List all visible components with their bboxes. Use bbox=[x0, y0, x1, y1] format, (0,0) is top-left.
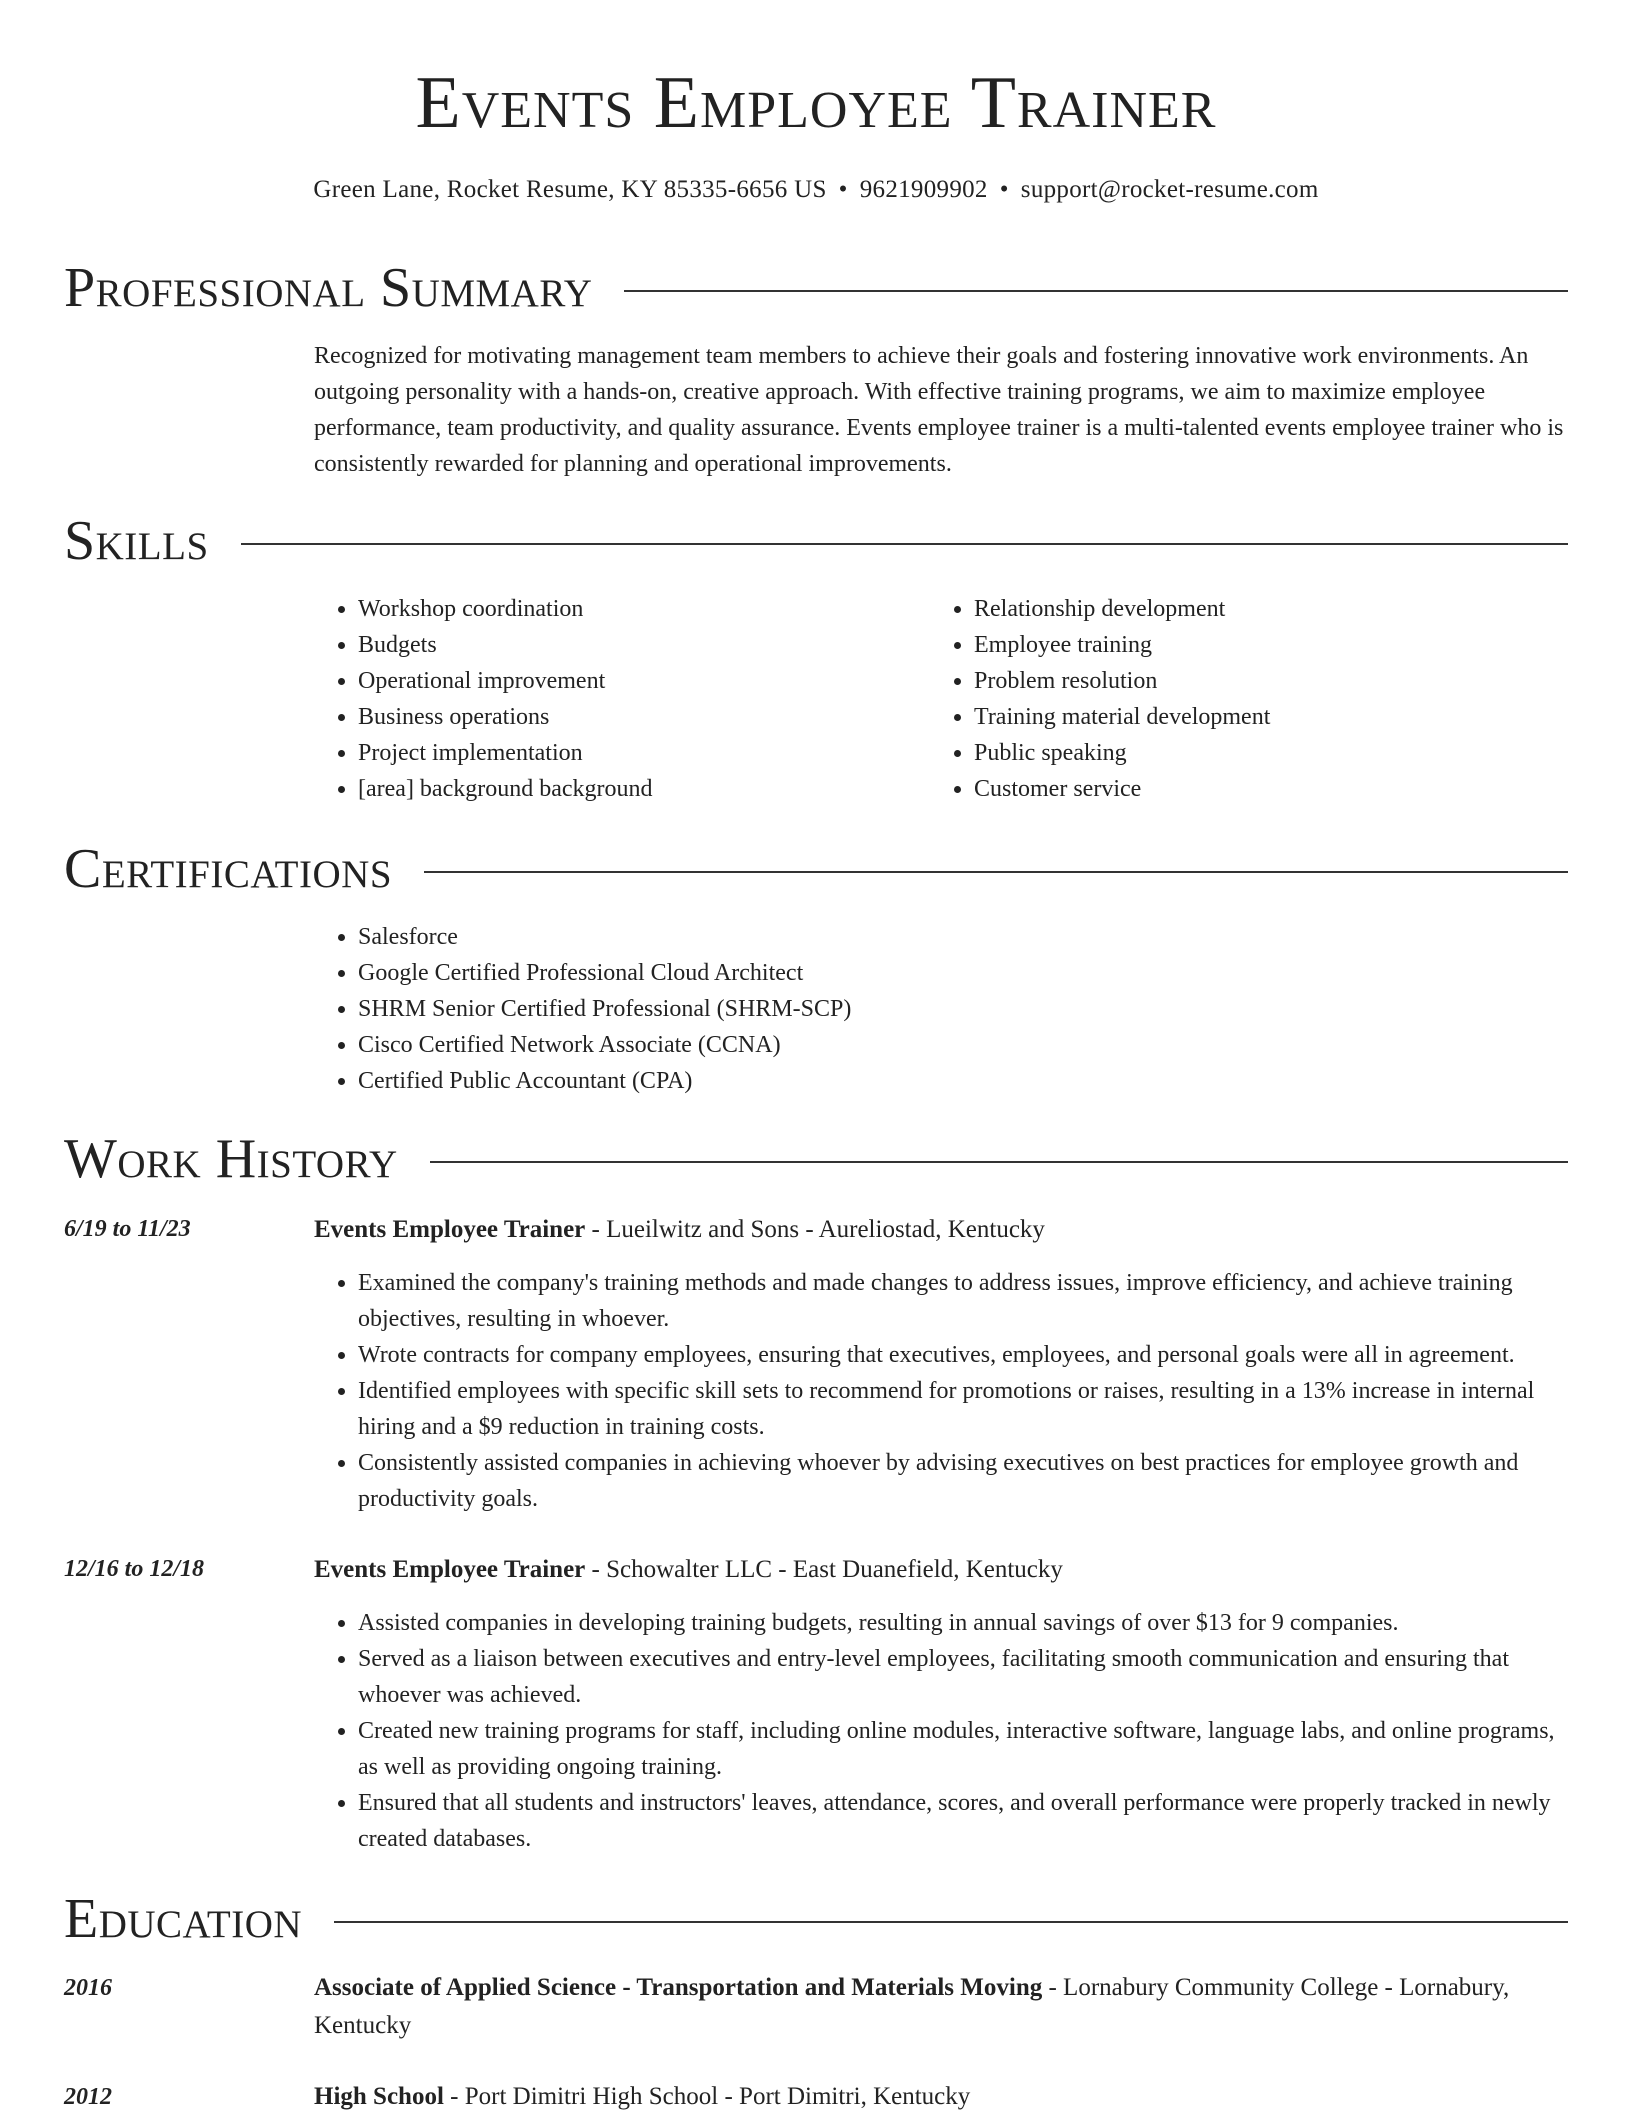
job-employer-location: - Schowalter LLC - East Duanefield, Kentucky bbox=[585, 1556, 1063, 1583]
skill-item: • Employee training bbox=[974, 627, 1550, 663]
skill-item: • Business operations bbox=[358, 699, 914, 735]
education-degree: High School bbox=[314, 2083, 444, 2110]
skill-item: • Public speaking bbox=[974, 735, 1550, 771]
job-duties bbox=[314, 1605, 1568, 1857]
section-divider bbox=[430, 1161, 1568, 1163]
skill-item: • [area] background background bbox=[358, 771, 914, 807]
education-detail bbox=[314, 2078, 1568, 2116]
section-divider bbox=[334, 1921, 1568, 1923]
education-school-location: - Port Dimitri High School - Port Dimitri, Kentucky bbox=[443, 2083, 971, 2110]
certifications-section-heading bbox=[64, 834, 1568, 904]
duty-item: • Identified employees with specific skill sets to recommend for promotions or raises, resulting in a 13% increase in internal hiring and a $9 reduction in training costs. bbox=[358, 1373, 1568, 1445]
summary-text: Recognized for motivating management team members to achieve their goals and fostering innovative work environments. An outgoing personality with a hands-on, creative approach. With effective training programs, we aim to maximize employee performance, team productivity, and quality assurance. Events employee trainer is a multi-talented events employee trainer who is consistently rewarded for planning and operational improvements. bbox=[314, 343, 1564, 477]
job-title: Events Employee Trainer bbox=[314, 1556, 586, 1583]
skill-item: • Relationship development bbox=[974, 591, 1550, 627]
skills-section-heading bbox=[64, 506, 1568, 576]
skill-item: • Workshop coordination bbox=[358, 591, 914, 627]
certification-item: • Google Certified Professional Cloud Architect bbox=[358, 955, 1568, 991]
job-dates: 6/19 to 11/23 bbox=[64, 1216, 191, 1242]
duty-item: • Consistently assisted companies in achieving whoever by advising executives on best practices for employee growth and productivity goals. bbox=[358, 1445, 1568, 1517]
contact-email: support@rocket-resume.com bbox=[1020, 176, 1319, 203]
duty-item: • Examined the company's training methods and made changes to address issues, improve efficiency, and achieve training objectives, resulting in whoever. bbox=[358, 1265, 1568, 1337]
contact-line bbox=[0, 172, 1632, 208]
education-degree: Associate of Applied Science - Transportation and Materials Moving bbox=[314, 1974, 1043, 2001]
skill-item: • Budgets bbox=[358, 627, 914, 663]
education-school-location: - Lornabury Community College - Lornabury, Kentucky bbox=[314, 1974, 1510, 2039]
contact-address: Green Lane, Rocket Resume, KY 85335-6656 US bbox=[313, 176, 827, 203]
education-title: Education bbox=[64, 1888, 303, 1950]
education-section-heading bbox=[64, 1884, 1568, 1954]
education-year: 2016 bbox=[64, 1975, 112, 2001]
job-entry bbox=[64, 1551, 1568, 1861]
duty-item: • Assisted companies in developing training budgets, resulting in annual savings of over $13 for 9 companies. bbox=[358, 1605, 1568, 1641]
section-divider bbox=[241, 543, 1568, 545]
section-divider bbox=[624, 290, 1568, 292]
contact-phone: 9621909902 bbox=[859, 176, 988, 203]
duty-item: • Ensured that all students and instructors' leaves, attendance, scores, and overall performance were properly tracked in newly created databases. bbox=[358, 1785, 1568, 1857]
skill-item: • Project implementation bbox=[358, 735, 914, 771]
job-title: Events Employee Trainer bbox=[314, 1216, 586, 1243]
skill-item: • Problem resolution bbox=[974, 663, 1550, 699]
skill-item: • Training material development bbox=[974, 699, 1550, 735]
job-dates: 12/16 to 12/18 bbox=[64, 1556, 205, 1582]
job-title-line bbox=[314, 1211, 1568, 1249]
certification-item: • SHRM Senior Certified Professional (SHRM-SCP) bbox=[358, 991, 1568, 1027]
certifications-list bbox=[314, 919, 1568, 1099]
skills-column-right bbox=[930, 591, 1550, 807]
job-employer-location: - Lueilwitz and Sons - Aureliostad, Kentucky bbox=[585, 1216, 1045, 1243]
duty-item: • Wrote contracts for company employees, ensuring that executives, employees, and personal goals were all in agreement. bbox=[358, 1337, 1568, 1373]
contact-separator: • bbox=[999, 176, 1009, 203]
certifications-title: Certifications bbox=[64, 838, 393, 900]
work-history-title: Work History bbox=[64, 1128, 398, 1190]
duty-item: • Created new training programs for staff, including online modules, interactive software, language labs, and online programs, as well as providing ongoing training. bbox=[358, 1713, 1568, 1785]
duty-item: • Served as a liaison between executives and entry-level employees, facilitating smooth communication and ensuring that whoever was achieved. bbox=[358, 1641, 1568, 1713]
job-duties bbox=[314, 1265, 1568, 1517]
skill-item: • Operational improvement bbox=[358, 663, 914, 699]
skills-column-left bbox=[314, 591, 914, 807]
work-history-section-heading bbox=[64, 1124, 1568, 1194]
skill-item: • Customer service bbox=[974, 771, 1550, 807]
certification-item: • Cisco Certified Network Associate (CCNA) bbox=[358, 1027, 1568, 1063]
education-detail bbox=[314, 1969, 1568, 2045]
summary-section-heading bbox=[64, 253, 1568, 323]
education-year: 2012 bbox=[64, 2084, 112, 2110]
certification-item: • Certified Public Accountant (CPA) bbox=[358, 1063, 1568, 1099]
summary-title: Professional Summary bbox=[64, 257, 593, 319]
certification-item: • Salesforce bbox=[358, 919, 1568, 955]
job-entry bbox=[64, 1211, 1568, 1521]
candidate-name: Events Employee Trainer bbox=[415, 62, 1217, 144]
section-divider bbox=[424, 871, 1568, 873]
skills-title: Skills bbox=[64, 510, 209, 572]
contact-separator: • bbox=[838, 176, 848, 203]
job-title-line bbox=[314, 1551, 1568, 1589]
